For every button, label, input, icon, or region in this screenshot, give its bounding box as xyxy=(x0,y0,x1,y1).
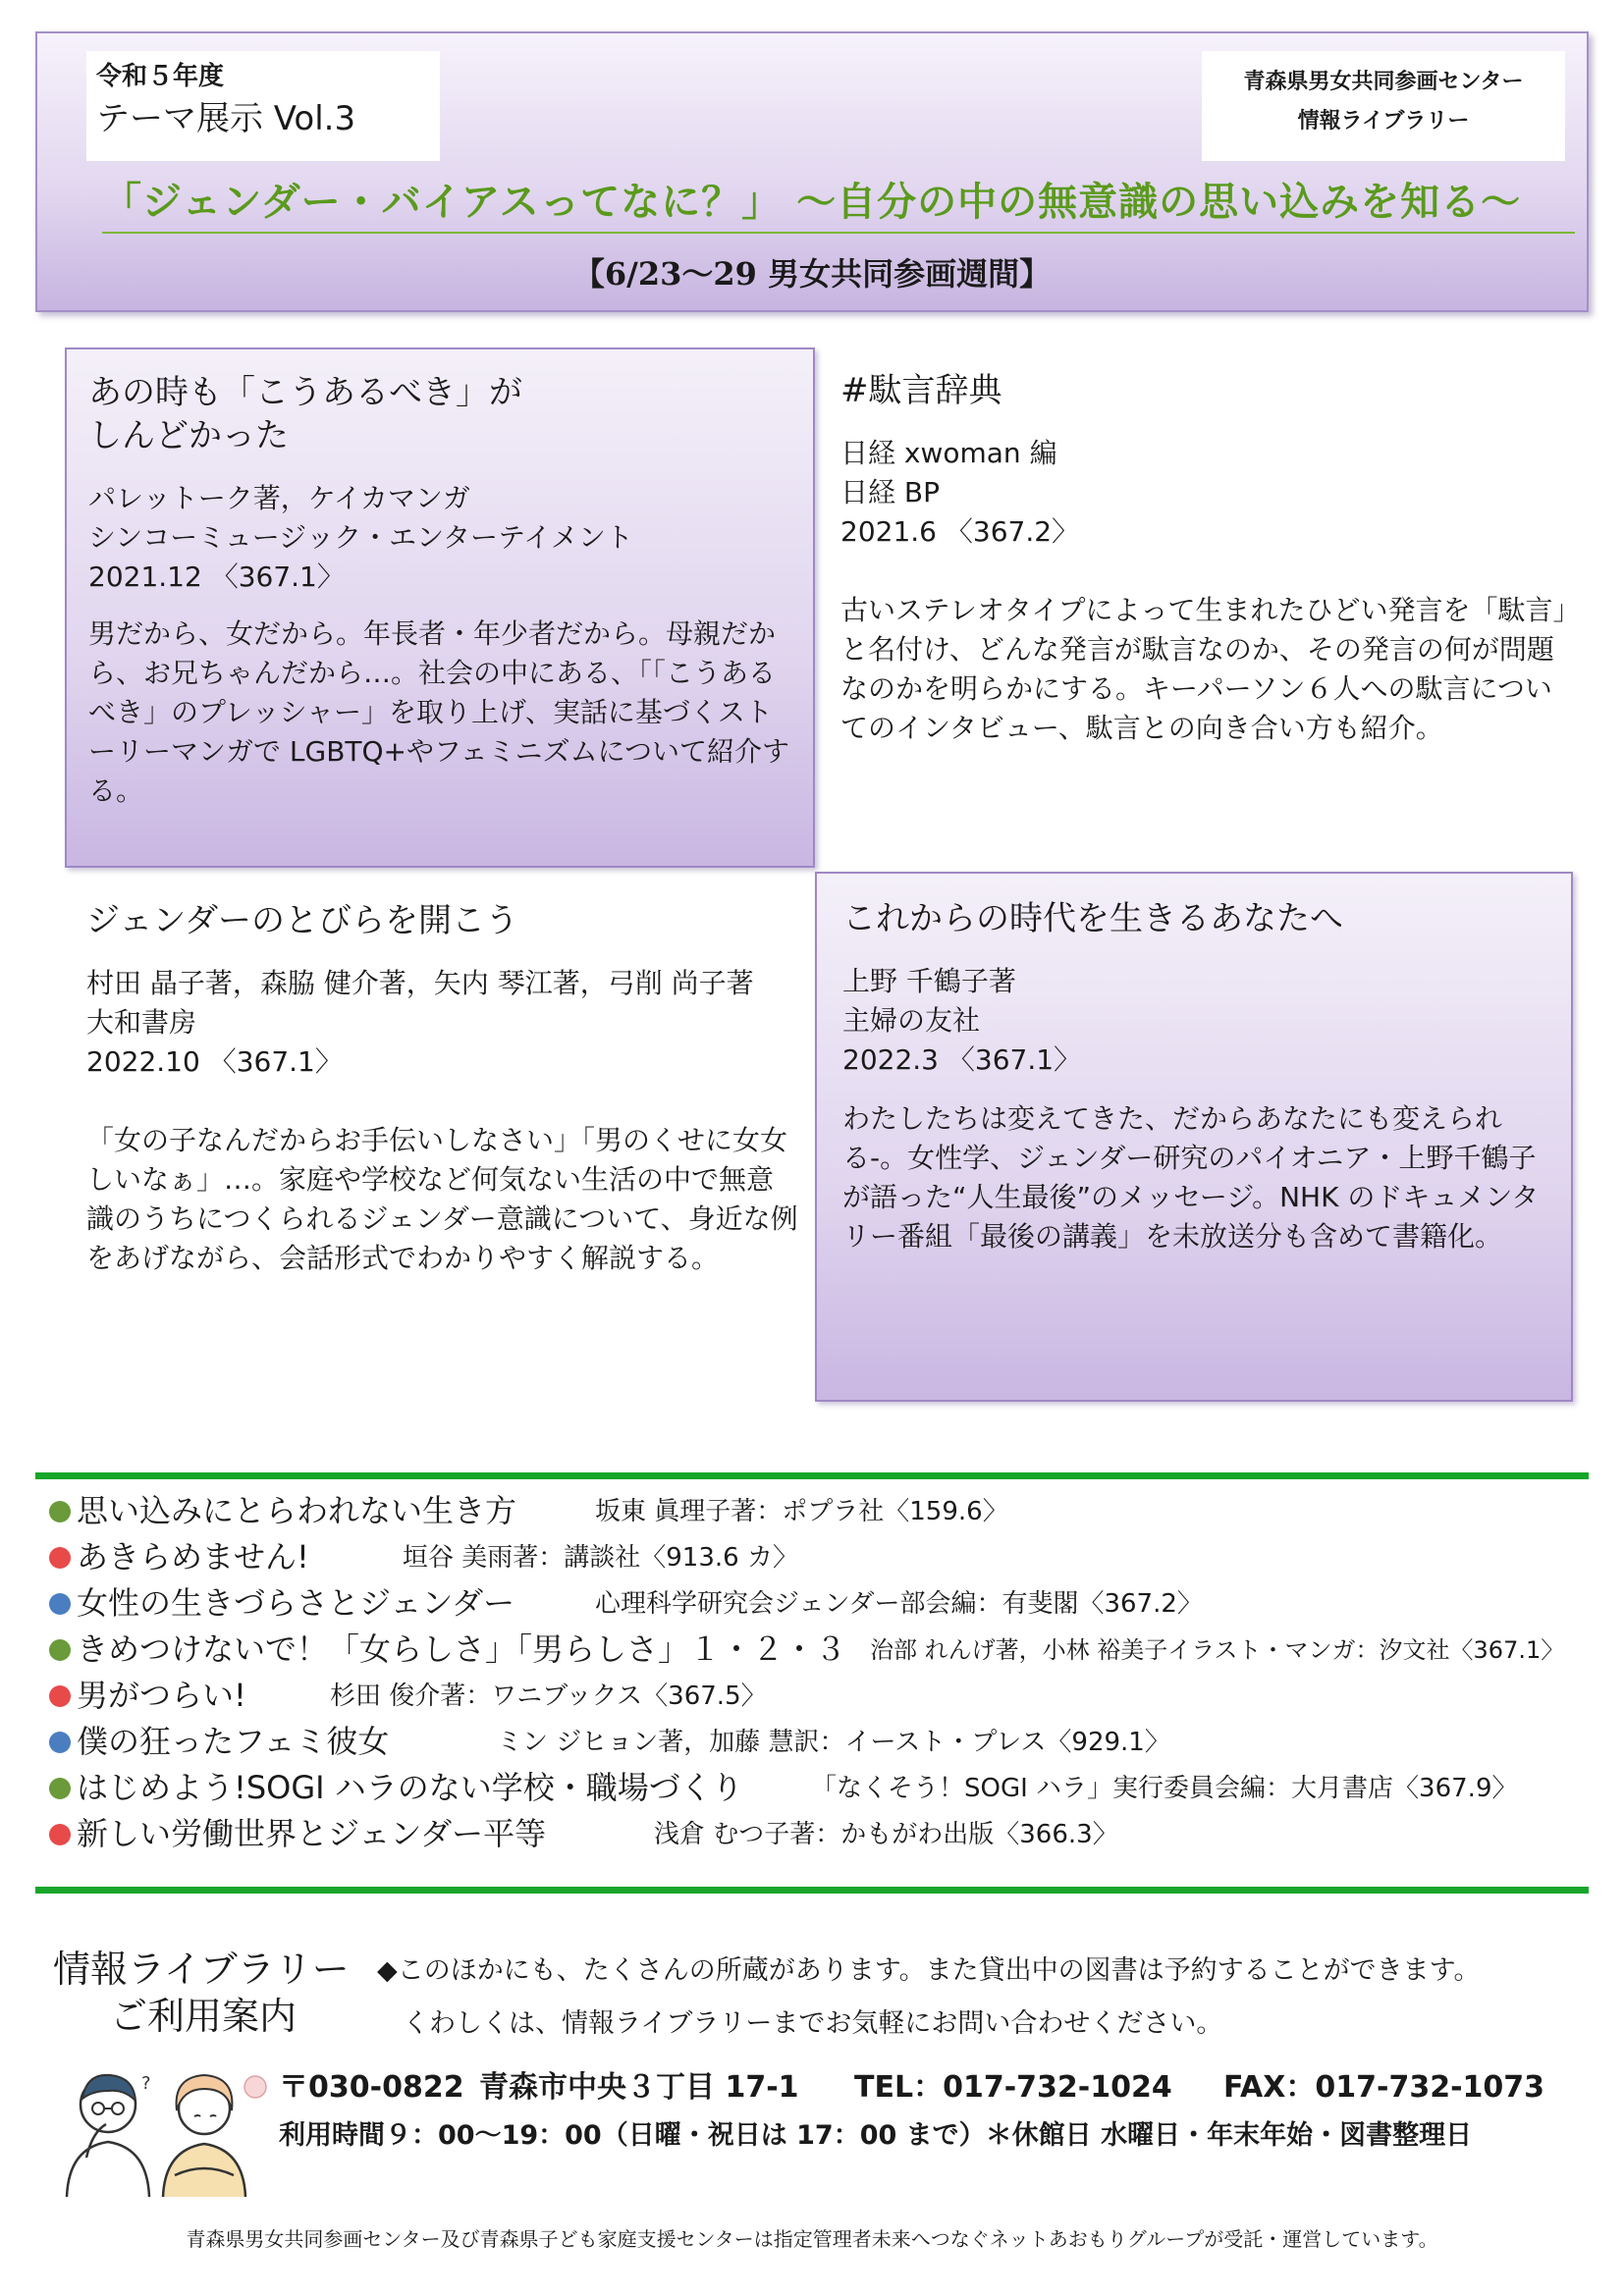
list-item-title: 新しい労働世界とジェンダー平等 xyxy=(77,1815,547,1852)
postal-code: 〒030-0822 xyxy=(279,2070,464,2105)
bullet-dot xyxy=(49,1639,71,1661)
thinking-woman-icon xyxy=(163,2075,266,2197)
bullet-dot xyxy=(49,1547,71,1569)
list-item xyxy=(49,1719,1620,1765)
header-right-box xyxy=(1202,51,1565,161)
book-publisher: 日経 BP xyxy=(840,476,940,508)
bullet-dot xyxy=(49,1593,71,1615)
book-title-line2: しんどかった xyxy=(88,416,289,455)
list-item-title: 僕の狂ったフェミ彼女 xyxy=(77,1723,390,1760)
book-title: #駄言辞典 xyxy=(840,371,1002,410)
list-item-meta: 治部 れんげ著，小林 裕美子イラスト・マンガ：汐文社〈367.1〉 xyxy=(870,1636,1565,1664)
list-item xyxy=(49,1580,1620,1627)
bullet-dot xyxy=(49,1778,71,1799)
library-name: 情報ライブラリー xyxy=(1297,109,1470,133)
list-item-title: 思い込みにとらわれない生き方 xyxy=(77,1492,517,1529)
telephone: TEL：017-732-1024 xyxy=(854,2070,1172,2105)
book-author: パレットーク著，ケイカマンガ xyxy=(88,482,470,514)
bullet-dot xyxy=(49,1824,71,1845)
list-item xyxy=(49,1765,1620,1811)
list-item-title: 男がつらい! xyxy=(77,1677,246,1714)
book-publisher: 主婦の友社 xyxy=(842,1004,981,1037)
divider-bottom xyxy=(35,1887,1589,1894)
bullet-dot xyxy=(49,1732,71,1753)
bullet-dot xyxy=(49,1501,71,1522)
fax: FAX：017-732-1073 xyxy=(1223,2070,1545,2105)
list-item-title: 女性の生きづらさとジェンダー xyxy=(77,1584,515,1622)
list-item-title: きめつけないで！「女らしさ」「男らしさ」１・２・３ xyxy=(77,1630,847,1668)
header-left-box xyxy=(86,51,440,161)
thinking-man-icon xyxy=(67,2073,151,2197)
book-card-3 xyxy=(65,874,821,1374)
list-item-meta: ミン ジヒョン著，加藤 慧訳：イースト・プレス〈929.1〉 xyxy=(497,1728,1170,1757)
list-item xyxy=(49,1534,1620,1580)
book-description: 「女の子なんだからお手伝いしなさい」「男のくせに女女しいなぁ」…。家庭や学校など何気ない生活の中で無意識のうちにつくられるジェンダー意識について、身近な例をあげながら、会話形式でわかりやすく解説する。 xyxy=(86,1124,798,1274)
book-date-code: 2021.12 〈367.1〉 xyxy=(88,561,345,593)
list-item-meta: 杉田 俊介著：ワニブックス〈367.5〉 xyxy=(330,1682,767,1711)
book-date-code: 2021.6 〈367.2〉 xyxy=(840,515,1080,548)
book-author: 日経 xwoman 編 xyxy=(840,437,1057,469)
title-underline xyxy=(102,232,1575,234)
list-item xyxy=(49,1488,1620,1534)
list-item xyxy=(49,1627,1620,1673)
list-item-meta: 心理科学研究会ジェンダー部会編：有斐閣〈367.2〉 xyxy=(595,1589,1203,1619)
list-item-meta: 「なくそう！SOGI ハラ」実行委員会編：大月書店〈367.9〉 xyxy=(811,1774,1518,1803)
related-book-list xyxy=(49,1488,1620,1857)
organization-name: 青森県男女共同参画センター xyxy=(1243,70,1524,94)
list-item-meta: 坂東 眞理子著：ポプラ社〈159.6〉 xyxy=(595,1497,1008,1526)
list-item-title: あきらめません! xyxy=(77,1538,309,1575)
list-item-title: はじめよう!SOGI ハラのない学校・職場づくり xyxy=(77,1769,743,1806)
book-date-code: 2022.3 〈367.1〉 xyxy=(842,1043,1082,1076)
info-subheading: ご利用案内 xyxy=(110,1995,298,2038)
book-description: わたしたちは変えてきた、だからあなたにも変えられる-。女性学、ジェンダー研究のパイオニア・上野千鶴子が語った“人生最後”のメッセージ。NHK のドキュメンタリー番組「最後の講義」を未放送分も含めて書籍化。 xyxy=(842,1102,1540,1253)
book-description: 男だから、女だから。年長者・年少者だから。母親だから、お兄ちゃんだから…。社会の中にある、「「こうあるべき」のプレッシャー」を取り上げ、実話に基づくストーリーマンガで LGBTQ+やフェミニズムについて紹介する。 xyxy=(88,617,790,807)
list-item xyxy=(49,1673,1620,1719)
list-item-meta: 浅倉 むつ子著：かもがわ出版〈366.3〉 xyxy=(654,1820,1118,1849)
exhibit-title: 「ジェンダー・バイアスってなに？」 ～自分の中の無意識の思い込みを知る～ xyxy=(102,180,1522,225)
header-banner xyxy=(35,31,1589,312)
divider-top xyxy=(35,1472,1589,1479)
fiscal-year: 令和５年度 xyxy=(96,62,225,91)
book-author: 上野 千鶴子著 xyxy=(842,965,1016,997)
bullet-dot xyxy=(49,1685,71,1707)
book-card-4 xyxy=(815,872,1573,1402)
list-item-meta: 垣谷 美雨著：講談社〈913.6 カ〉 xyxy=(403,1543,798,1573)
list-item xyxy=(49,1811,1620,1857)
opening-hours: 利用時間９：00～19：00（日曜・祝日は 17：00 まで）＊休館日 水曜日・年末年始・図書整理日 xyxy=(279,2120,1473,2151)
book-card-2 xyxy=(827,347,1593,868)
book-description: 古いステレオタイプによって生まれたひどい発言を「駄言」と名付け、どんな発言が駄言なのか、その発言の何が問題なのかを明らかにする。キーパーソン６人への駄言についてのインタビュー、駄言との向き合い方も紹介。 xyxy=(840,594,1567,744)
book-date-code: 2022.10 〈367.1〉 xyxy=(86,1045,343,1078)
book-card-1 xyxy=(65,347,815,868)
footnote: 青森県男女共同参画センター及び青森県子ども家庭支援センターは指定管理者未来へつなぐネットあおもりグループが受託・運営しています。 xyxy=(186,2227,1438,2251)
info-heading: 情報ライブラリー xyxy=(53,1948,350,1991)
info-text-holdings: ◆このほかにも、たくさんの所蔵があります。また貸出中の図書は予約することができます。 xyxy=(377,1955,1481,1986)
address: 青森市中央３丁目 17-1 xyxy=(479,2070,799,2105)
exhibit-period: 【6/23～29 男女共同参画週間】 xyxy=(572,255,1052,293)
book-title: あの時も「こうあるべき」が xyxy=(88,373,522,412)
svg-text:?: ? xyxy=(141,2073,151,2094)
book-title: ジェンダーのとびらを開こう xyxy=(86,901,518,940)
exhibit-volume: テーマ展示 Vol.3 xyxy=(96,99,356,138)
people-illustration xyxy=(47,2059,273,2197)
info-text-contact: くわしくは、情報ライブラリーまでお気軽にお問い合わせください。 xyxy=(403,2008,1223,2039)
book-publisher: シンコーミュージック・エンターテイメント xyxy=(88,521,633,554)
book-title: これからの時代を生きるあなたへ xyxy=(842,899,1343,938)
book-publisher: 大和書房 xyxy=(86,1006,197,1039)
book-author: 村田 晶子著，森脇 健介著，矢内 琴江著，弓削 尚子著 xyxy=(86,967,754,999)
